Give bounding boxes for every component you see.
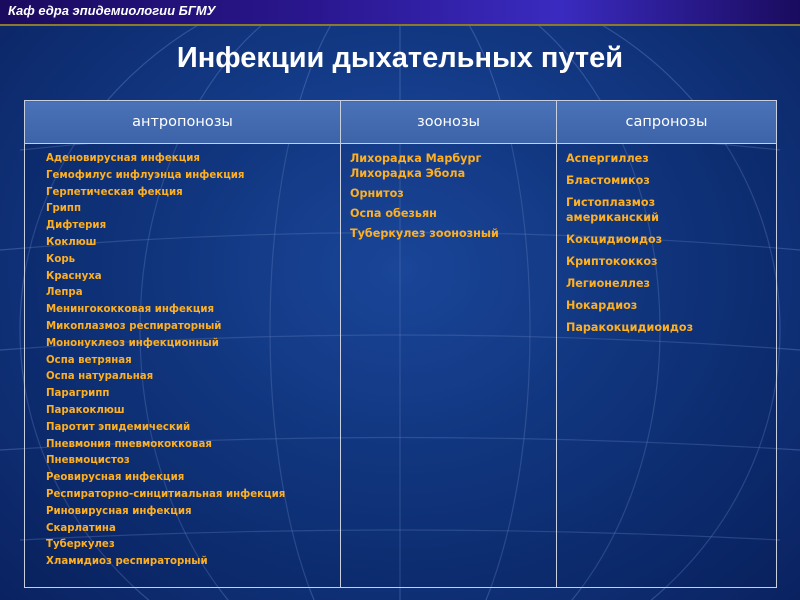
list-item: Микоплазмоз респираторный: [46, 320, 222, 332]
list-item: Лепра: [46, 287, 83, 299]
anthroponoses-list: [26, 145, 339, 571]
list-item: Грипп: [46, 203, 81, 215]
department-label: Каф едра эпидемиологии БГМУ: [8, 3, 216, 18]
zoonoses-cell: [341, 144, 557, 588]
list-item: Нокардиоз: [566, 299, 638, 312]
slide-title: Инфекции дыхательных путей: [176, 42, 624, 74]
list-item: Пневмоцистоз: [46, 455, 130, 467]
list-item: Бластомикоз: [566, 174, 650, 187]
list-item: Лихорадка Эбола: [350, 167, 466, 180]
infections-table: [24, 100, 777, 588]
list-item: Криптококкоз: [566, 255, 658, 268]
list-item: Легионеллез: [566, 277, 651, 290]
list-item: Мононуклеоз инфекционный: [46, 337, 219, 349]
list-item: Гемофилус инфлуэнца инфекция: [46, 169, 245, 181]
list-item: Риновирусная инфекция: [46, 505, 192, 517]
list-item: Оспа обезьян: [350, 207, 437, 220]
list-item: Менингококковая инфекция: [46, 304, 215, 316]
list-item: Кокцидиоидоз: [566, 233, 663, 246]
list-item: Туберкулез: [46, 539, 115, 551]
list-item: Корь: [46, 253, 76, 265]
list-item: Реовирусная инфекция: [46, 472, 185, 484]
table-header-row: [25, 101, 777, 144]
list-item: Парагрипп: [46, 388, 110, 400]
list-item: Скарлатина: [46, 522, 116, 534]
list-item: Паракоклюш: [46, 404, 125, 416]
list-item: Хламидиоз респираторный: [46, 556, 208, 568]
list-item: Оспа натуральная: [46, 371, 154, 383]
list-item: Респираторно-синцитиальная инфекция: [46, 488, 286, 500]
table-body-row: [25, 144, 777, 588]
column-header-zoonoses: зоонозы: [341, 101, 557, 144]
list-item: Краснуха: [46, 270, 102, 282]
column-header-anthroponoses: антропонозы: [25, 101, 341, 144]
list-item: Пневмония пневмококковая: [46, 438, 212, 450]
list-item: Аденовирусная инфекция: [46, 153, 200, 164]
anthroponoses-cell: [25, 144, 341, 588]
list-item: Паракокцидиоидоз: [566, 321, 694, 334]
list-item: Аспергиллез: [566, 152, 649, 165]
list-item: Оспа ветряная: [46, 354, 132, 366]
list-item: Паротит эпидемический: [46, 421, 191, 433]
list-item: Орнитоз: [350, 187, 404, 200]
list-item: Туберкулез зоонозный: [350, 227, 499, 240]
sapronoses-cell: [557, 144, 777, 588]
sapronoses-list: [558, 145, 775, 335]
column-header-sapronoses: сапронозы: [557, 101, 777, 144]
list-item: Коклюш: [46, 236, 97, 248]
header-bar: [0, 0, 800, 26]
list-item: Лихорадка Марбург: [350, 152, 482, 165]
list-item: Гистоплазмоз американский: [566, 196, 659, 224]
zoonoses-list: [342, 145, 555, 241]
list-item: Дифтерия: [46, 220, 107, 232]
list-item: Герпетическая фекция: [46, 186, 183, 198]
